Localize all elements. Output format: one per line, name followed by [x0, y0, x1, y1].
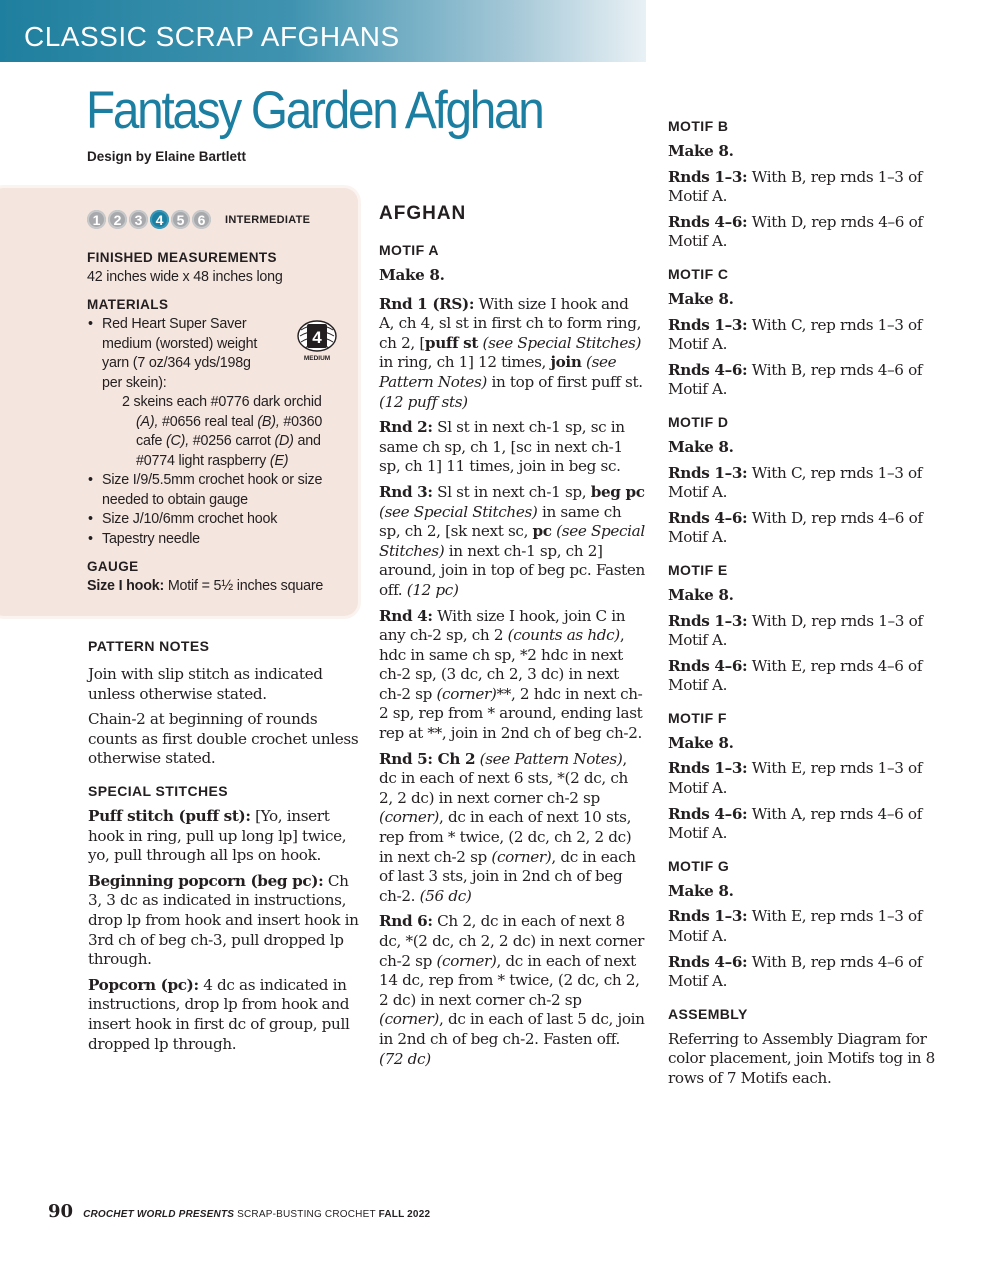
round-note: (corner) — [379, 808, 439, 827]
make-count — [668, 290, 953, 310]
round-text: , dc in each of last 5 dc, join in 2nd ch of beg ch-2. Fasten off. — [379, 1010, 645, 1048]
round-count: (56 dc) — [419, 886, 472, 905]
skill-level-label: INTERMEDIATE — [225, 213, 311, 226]
round-label: Rnds 4–6: — [668, 952, 748, 971]
gauge-heading: GAUGE — [87, 559, 139, 574]
round-text: in ring, ch 1] 12 times, — [379, 353, 551, 372]
rounds-4-6 — [668, 657, 953, 696]
materials-yarn-line: medium (worsted) weight — [102, 335, 258, 352]
round-note: (see Special Stitches) — [379, 502, 538, 521]
round-label: Rnds 4–6: — [668, 656, 748, 675]
round-note: (see Pattern Notes) — [379, 353, 617, 391]
yarn-weight-number: 4 — [312, 328, 322, 347]
round-6 — [379, 912, 645, 1069]
make-count — [668, 882, 953, 902]
make-label: Make 8. — [668, 585, 734, 604]
round-text: With size I hook, join C in any ch-2 sp, ch 2 — [379, 606, 626, 645]
motif-heading: MOTIF F — [668, 709, 727, 726]
stitch-label: Puff stitch (puff st): — [88, 806, 251, 825]
materials-heading: MATERIALS — [87, 297, 169, 312]
make-count — [379, 266, 645, 286]
stitch-text: 4 dc as indicated in instructions, drop lp from hook and insert hook in first dc of group, pull dropped lp through. — [88, 975, 350, 1053]
round-count: (12 puff sts) — [379, 392, 468, 411]
color-key-c: (C), — [166, 433, 190, 449]
round-note: (corner) — [436, 684, 497, 703]
make-label: Make 8. — [668, 289, 734, 308]
round-term: pc — [532, 522, 552, 541]
round-label: Rnds 4–6: — [668, 360, 748, 379]
round-label: Rnd 5: Ch 2 — [379, 749, 476, 768]
motif-g-section — [668, 856, 953, 992]
round-label: Rnds 1–3: — [668, 315, 748, 334]
make-label: Make 8. — [668, 437, 734, 456]
motif-d-section — [668, 412, 953, 548]
motif-a-heading: MOTIF A — [379, 242, 439, 258]
round-text: With E, rep rnds 1–3 of Motif A. — [668, 907, 923, 946]
materials-list — [87, 315, 347, 549]
round-3 — [379, 483, 645, 601]
motif-heading: MOTIF B — [668, 118, 729, 134]
colors-line: #0256 carrot — [189, 433, 275, 449]
hook-line: needed to obtain gauge — [102, 491, 248, 508]
materials-yarn-line: Red Heart Super Saver — [102, 316, 247, 332]
round-label: Rnds 1–3: — [668, 907, 748, 926]
skill-level-4-icon: 4 — [150, 210, 169, 229]
materials-needle: • Tapestry needle — [87, 530, 347, 550]
publication-brand: CROCHET WORLD PRESENTS — [83, 1209, 235, 1220]
round-text: With D, rep rnds 1–3 of Motif A. — [668, 611, 923, 650]
colors-line: and — [293, 433, 321, 449]
round-text: With E, rep rnds 1–3 of Motif A. — [668, 759, 923, 798]
round-1 — [379, 295, 645, 413]
stitch-label: Popcorn (pc): — [88, 975, 199, 994]
round-term: beg pc — [590, 482, 645, 501]
publication-name — [83, 1209, 430, 1220]
round-note: (corner) — [379, 1010, 439, 1029]
skill-level — [87, 210, 310, 229]
rounds-4-6 — [668, 805, 953, 844]
round-term: puff st — [424, 333, 479, 352]
materials-yarn — [87, 315, 347, 393]
round-label: Rnds 1–3: — [668, 167, 748, 186]
round-label: Rnd 1 (RS): — [379, 294, 475, 313]
publication-issue: FALL 2022 — [378, 1209, 431, 1220]
make-count — [668, 734, 953, 754]
make-count — [668, 142, 953, 162]
yarn-weight-label: MEDIUM — [303, 355, 331, 362]
materials-yarn-line: yarn (7 oz/364 yds/198g — [102, 355, 251, 371]
round-label: Rnd 6: — [379, 912, 433, 931]
make-count — [668, 438, 953, 458]
designer-byline: Design by Elaine Bartlett — [87, 149, 247, 164]
colors-line: cafe — [136, 433, 166, 449]
round-label: Rnd 4: — [379, 606, 433, 625]
round-text: in next ch-1 sp, ch 2] around, join in top of beg pc. Fasten off. — [379, 541, 645, 599]
finished-measurements-heading: FINISHED MEASUREMENTS — [87, 250, 277, 265]
round-term: join — [550, 353, 582, 372]
round-text: With B, rep rnds 4–6 of Motif A. — [668, 952, 923, 991]
round-text: With D, rep rnds 4–6 of Motif A. — [668, 508, 923, 547]
round-text: Sl st in next ch-1 sp, sc in same ch sp, ch 1, [sc in next ch-1 sp, ch 1] 11 times, join in beg sc. — [379, 418, 625, 476]
round-label: Rnds 1–3: — [668, 611, 748, 630]
stitch-text: Ch 3, 3 dc as indicated in instructions, drop lp from hook and insert hook in 3rd ch of beg ch-3, pull dropped lp through. — [88, 871, 359, 969]
round-4 — [379, 607, 645, 744]
motif-heading: MOTIF D — [668, 413, 729, 430]
round-text: Ch 2, dc in each of next 8 dc, *(2 dc, ch 2, 2 dc) in next corner ch-2 sp — [379, 912, 645, 970]
round-count: (12 pc) — [406, 580, 459, 599]
rounds-1-3 — [668, 168, 953, 207]
round-label: Rnd 2: — [379, 418, 433, 437]
materials-colors — [87, 393, 347, 471]
make-label: Make 8. — [668, 881, 734, 900]
skill-level-6-icon: 6 — [192, 210, 211, 229]
hook-line: Size I/9/5.5mm crochet hook or size — [102, 472, 323, 488]
publication-title: SCRAP-BUSTING CROCHET — [234, 1209, 379, 1220]
rounds-1-3 — [668, 316, 953, 355]
colors-line: #0656 real teal — [158, 413, 258, 430]
rounds-1-3 — [668, 464, 953, 503]
stitch-label: Beginning popcorn (beg pc): — [88, 871, 324, 890]
pattern-note: Join with slip stitch as indicated unless otherwise stated. — [88, 665, 323, 703]
skill-level-5-icon: 5 — [171, 210, 190, 229]
round-note: (see Special Stitches) — [478, 333, 642, 352]
color-key-a: (A), — [136, 413, 159, 430]
round-count: (72 dc) — [379, 1049, 431, 1068]
assembly-heading: ASSEMBLY — [668, 1005, 748, 1022]
colors-line: #0774 light raspberry — [136, 452, 270, 469]
stitch-text: [Yo, insert hook in ring, pull up long lp] twice, yo, pull through all lps on hook. — [88, 806, 347, 865]
section-banner — [0, 0, 646, 62]
assembly-text: Referring to Assembly Diagram for color placement, join Motifs tog in 8 rows of 7 Motifs each. — [668, 1029, 935, 1087]
color-key-d: (D) — [274, 433, 294, 449]
motif-b-section — [668, 116, 953, 252]
round-label: Rnds 4–6: — [668, 508, 748, 527]
gauge-text — [87, 577, 323, 597]
round-note: (see Pattern Notes) — [475, 749, 623, 768]
round-2 — [379, 418, 645, 477]
rounds-1-3 — [668, 759, 953, 798]
round-text: in same ch sp, ch 2, [sk next sc, — [379, 502, 622, 541]
round-text: , dc in each of last 3 sts, join in 2nd ch of beg ch-2. — [379, 847, 636, 905]
section-banner-text: CLASSIC SCRAP AFGHANS — [24, 21, 400, 52]
skill-level-3-icon: 3 — [129, 210, 148, 229]
skill-level-2-icon: 2 — [108, 210, 127, 229]
rounds-1-3 — [668, 907, 953, 946]
round-5 — [379, 750, 645, 907]
round-text: , hdc in same ch sp, *2 hdc in next ch-2 sp, (3 dc, ch 2, 3 dc) in next ch-2 sp — [379, 626, 625, 703]
skill-level-1-icon: 1 — [87, 210, 106, 229]
round-text: in top of first puff st. — [487, 372, 643, 391]
gauge-label: Size I hook: — [87, 578, 165, 594]
make-count — [668, 586, 953, 606]
pattern-title: Fantasy Garden Afghan — [86, 81, 543, 140]
round-label: Rnds 1–3: — [668, 463, 748, 482]
motif-e-section — [668, 560, 953, 696]
motif-f-section — [668, 708, 953, 844]
column-left — [88, 636, 363, 1054]
motif-heading: MOTIF E — [668, 561, 728, 578]
rounds-4-6 — [668, 509, 953, 548]
motif-heading: MOTIF C — [668, 265, 729, 282]
round-text: Sl st in next ch-1 sp, — [432, 482, 591, 501]
round-text: , dc in each of next 14 dc, rep from * twice, (2 dc, ch 2, 2 dc) in next corner ch-2 sp — [379, 951, 640, 1009]
make-label: Make 8. — [379, 266, 445, 284]
round-label: Rnd 3: — [379, 482, 433, 501]
column-right — [668, 116, 953, 1089]
motif-c-section — [668, 264, 953, 400]
rounds-1-3 — [668, 612, 953, 651]
round-note: (corner) — [491, 847, 552, 866]
page-footer — [48, 1201, 430, 1222]
special-stitch-beg-pc — [88, 872, 363, 970]
finished-measurements-text: 42 inches wide x 48 inches long — [87, 269, 283, 285]
gauge-value: Motif = 5½ inches square — [164, 578, 324, 594]
round-text: **, 2 hdc in next ch-2 sp, rep from * around, ending last rep at **, join in 2nd ch of beg ch-2. — [379, 684, 643, 743]
materials-hook-i — [87, 471, 347, 510]
round-text: With size I hook and A, ch 4, sl st in first ch to form ring, ch 2, [ — [379, 294, 642, 352]
round-label: Rnds 1–3: — [668, 759, 748, 778]
motif-heading: MOTIF G — [668, 857, 730, 874]
colors-line: 2 skeins each #0776 dark orchid — [122, 394, 322, 410]
round-text: With B, rep rnds 4–6 of Motif A. — [668, 360, 923, 399]
round-text: With D, rep rnds 4–6 of Motif A. — [668, 212, 923, 251]
round-note: (see Special Stitches) — [379, 522, 645, 560]
special-stitch-puff — [88, 807, 363, 866]
round-text: With C, rep rnds 1–3 of Motif A. — [668, 315, 923, 354]
round-text: , dc in each of next 6 sts, *(2 dc, ch 2, 2 dc) in next corner ch-2 sp — [379, 749, 628, 807]
round-label: Rnds 4–6: — [668, 212, 748, 231]
round-label: Rnds 4–6: — [668, 804, 748, 823]
make-label: Make 8. — [668, 142, 734, 160]
rounds-4-6 — [668, 213, 953, 252]
column-middle — [379, 200, 645, 1069]
special-stitch-pc — [88, 976, 363, 1054]
afghan-heading: AFGHAN — [379, 203, 467, 224]
materials-yarn-line: per skein): — [102, 374, 167, 391]
round-note: (counts as hdc) — [507, 626, 620, 645]
round-text: With B, rep rnds 1–3 of Motif A. — [668, 167, 923, 206]
colors-line: #0360 — [279, 413, 323, 430]
rounds-4-6 — [668, 953, 953, 992]
round-text: With C, rep rnds 1–3 of Motif A. — [668, 463, 923, 502]
round-text: , dc in each of next 10 sts, rep from * twice, (2 dc, ch 2, 2 dc) in next ch-2 sp — [379, 808, 632, 866]
round-text: With E, rep rnds 4–6 of Motif A. — [668, 656, 923, 695]
materials-hook-j: • Size J/10/6mm crochet hook — [87, 510, 347, 530]
make-label: Make 8. — [668, 733, 734, 752]
color-key-b: (B), — [257, 413, 280, 430]
color-key-e: (E) — [269, 452, 289, 469]
pattern-notes-heading: PATTERN NOTES — [88, 638, 210, 654]
special-stitches-heading: SPECIAL STITCHES — [88, 782, 228, 799]
rounds-4-6 — [668, 361, 953, 400]
round-note: (corner) — [436, 951, 497, 970]
pattern-note: Chain-2 at beginning of rounds counts as first double crochet unless otherwise stated. — [88, 710, 359, 768]
page-number: 90 — [48, 1201, 74, 1222]
round-text: With A, rep rnds 4–6 of Motif A. — [668, 804, 922, 843]
